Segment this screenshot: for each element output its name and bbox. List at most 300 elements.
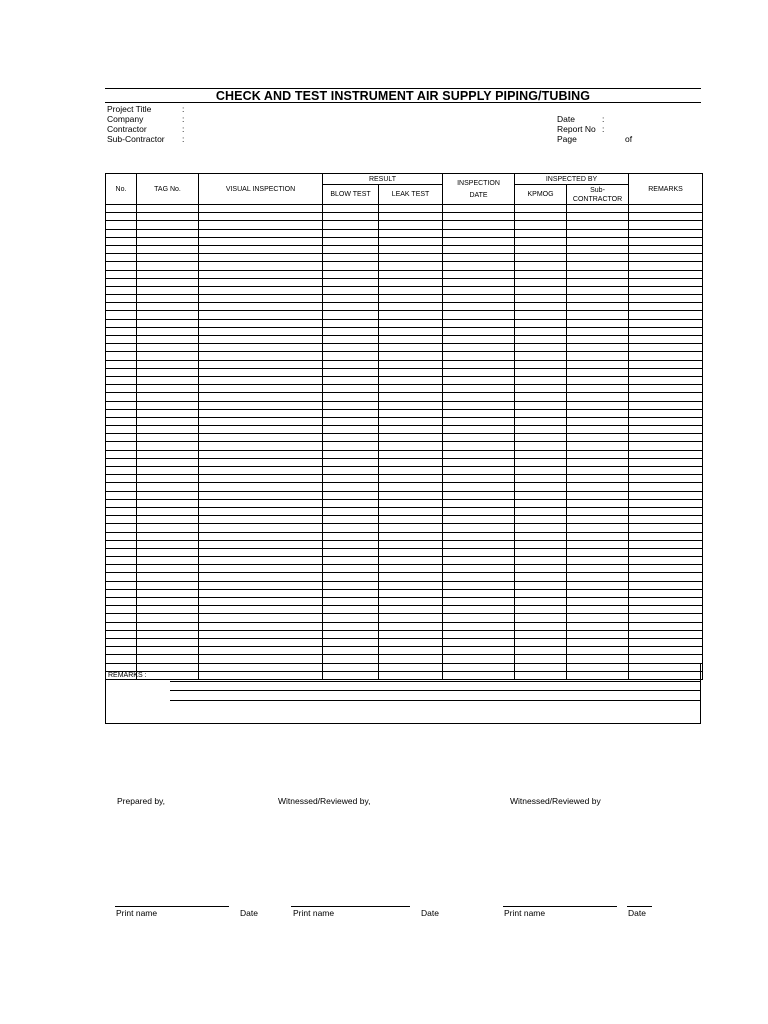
table-cell[interactable]	[443, 524, 515, 532]
table-cell[interactable]	[379, 245, 443, 253]
table-cell[interactable]	[567, 483, 629, 491]
table-cell[interactable]	[515, 336, 567, 344]
table-cell[interactable]	[443, 205, 515, 213]
table-cell[interactable]	[199, 458, 323, 466]
table-cell[interactable]	[443, 516, 515, 524]
table-cell[interactable]	[629, 540, 703, 548]
table-cell[interactable]	[106, 516, 137, 524]
table-cell[interactable]	[379, 213, 443, 221]
table-cell[interactable]	[323, 573, 379, 581]
table-cell[interactable]	[199, 557, 323, 565]
table-cell[interactable]	[515, 311, 567, 319]
table-cell[interactable]	[106, 450, 137, 458]
table-cell[interactable]	[443, 352, 515, 360]
table-cell[interactable]	[567, 548, 629, 556]
table-cell[interactable]	[323, 401, 379, 409]
table-cell[interactable]	[515, 589, 567, 597]
table-cell[interactable]	[199, 393, 323, 401]
table-cell[interactable]	[567, 303, 629, 311]
table-cell[interactable]	[567, 630, 629, 638]
table-cell[interactable]	[629, 417, 703, 425]
table-cell[interactable]	[629, 606, 703, 614]
table-cell[interactable]	[567, 491, 629, 499]
table-cell[interactable]	[629, 565, 703, 573]
table-cell[interactable]	[567, 532, 629, 540]
table-cell[interactable]	[515, 303, 567, 311]
table-cell[interactable]	[199, 516, 323, 524]
table-cell[interactable]	[567, 229, 629, 237]
table-cell[interactable]	[567, 245, 629, 253]
table-cell[interactable]	[443, 426, 515, 434]
table-cell[interactable]	[323, 393, 379, 401]
table-cell[interactable]	[106, 213, 137, 221]
table-cell[interactable]	[567, 647, 629, 655]
table-cell[interactable]	[199, 368, 323, 376]
table-cell[interactable]	[567, 426, 629, 434]
table-cell[interactable]	[629, 393, 703, 401]
table-cell[interactable]	[137, 516, 199, 524]
table-cell[interactable]	[199, 401, 323, 409]
table-cell[interactable]	[379, 360, 443, 368]
table-cell[interactable]	[137, 491, 199, 499]
table-cell[interactable]	[199, 655, 323, 663]
table-cell[interactable]	[137, 647, 199, 655]
table-cell[interactable]	[137, 442, 199, 450]
table-cell[interactable]	[629, 245, 703, 253]
table-cell[interactable]	[443, 213, 515, 221]
table-cell[interactable]	[379, 606, 443, 614]
table-cell[interactable]	[137, 319, 199, 327]
table-cell[interactable]	[629, 360, 703, 368]
table-cell[interactable]	[199, 589, 323, 597]
table-cell[interactable]	[379, 434, 443, 442]
table-cell[interactable]	[629, 278, 703, 286]
table-cell[interactable]	[515, 647, 567, 655]
table-cell[interactable]	[379, 311, 443, 319]
table-cell[interactable]	[323, 467, 379, 475]
table-cell[interactable]	[323, 491, 379, 499]
table-cell[interactable]	[106, 278, 137, 286]
table-cell[interactable]	[106, 499, 137, 507]
table-cell[interactable]	[443, 221, 515, 229]
table-cell[interactable]	[443, 647, 515, 655]
table-cell[interactable]	[106, 532, 137, 540]
table-cell[interactable]	[106, 483, 137, 491]
table-cell[interactable]	[106, 344, 137, 352]
table-cell[interactable]	[443, 417, 515, 425]
table-cell[interactable]	[629, 262, 703, 270]
table-cell[interactable]	[323, 344, 379, 352]
table-cell[interactable]	[443, 450, 515, 458]
table-cell[interactable]	[379, 368, 443, 376]
table-cell[interactable]	[443, 655, 515, 663]
table-cell[interactable]	[137, 630, 199, 638]
table-cell[interactable]	[515, 606, 567, 614]
table-cell[interactable]	[379, 426, 443, 434]
table-cell[interactable]	[379, 385, 443, 393]
table-cell[interactable]	[567, 524, 629, 532]
table-cell[interactable]	[515, 548, 567, 556]
table-cell[interactable]	[515, 573, 567, 581]
table-cell[interactable]	[443, 614, 515, 622]
table-cell[interactable]	[379, 614, 443, 622]
table-cell[interactable]	[137, 426, 199, 434]
table-cell[interactable]	[137, 303, 199, 311]
table-cell[interactable]	[515, 278, 567, 286]
table-cell[interactable]	[199, 573, 323, 581]
table-cell[interactable]	[199, 426, 323, 434]
table-cell[interactable]	[443, 573, 515, 581]
table-cell[interactable]	[515, 319, 567, 327]
table-cell[interactable]	[629, 319, 703, 327]
table-cell[interactable]	[515, 426, 567, 434]
table-cell[interactable]	[567, 368, 629, 376]
table-cell[interactable]	[199, 540, 323, 548]
table-cell[interactable]	[379, 532, 443, 540]
table-cell[interactable]	[106, 581, 137, 589]
table-cell[interactable]	[379, 278, 443, 286]
table-cell[interactable]	[515, 630, 567, 638]
table-cell[interactable]	[137, 221, 199, 229]
table-cell[interactable]	[106, 286, 137, 294]
table-cell[interactable]	[199, 245, 323, 253]
table-cell[interactable]	[567, 655, 629, 663]
table-cell[interactable]	[379, 303, 443, 311]
table-cell[interactable]	[567, 540, 629, 548]
table-cell[interactable]	[106, 589, 137, 597]
table-cell[interactable]	[323, 254, 379, 262]
table-cell[interactable]	[137, 229, 199, 237]
table-cell[interactable]	[629, 368, 703, 376]
table-cell[interactable]	[379, 229, 443, 237]
table-cell[interactable]	[106, 442, 137, 450]
table-cell[interactable]	[567, 262, 629, 270]
table-cell[interactable]	[629, 638, 703, 646]
table-cell[interactable]	[567, 450, 629, 458]
table-cell[interactable]	[515, 245, 567, 253]
table-cell[interactable]	[515, 262, 567, 270]
table-cell[interactable]	[443, 548, 515, 556]
table-cell[interactable]	[137, 262, 199, 270]
table-cell[interactable]	[443, 393, 515, 401]
table-cell[interactable]	[379, 581, 443, 589]
table-cell[interactable]	[199, 229, 323, 237]
table-cell[interactable]	[199, 360, 323, 368]
table-cell[interactable]	[137, 450, 199, 458]
table-cell[interactable]	[379, 565, 443, 573]
table-cell[interactable]	[199, 524, 323, 532]
table-cell[interactable]	[443, 491, 515, 499]
table-cell[interactable]	[323, 360, 379, 368]
table-cell[interactable]	[323, 245, 379, 253]
table-cell[interactable]	[443, 565, 515, 573]
table-cell[interactable]	[379, 557, 443, 565]
table-cell[interactable]	[379, 573, 443, 581]
table-cell[interactable]	[443, 557, 515, 565]
table-cell[interactable]	[323, 540, 379, 548]
table-cell[interactable]	[379, 221, 443, 229]
table-cell[interactable]	[629, 475, 703, 483]
table-cell[interactable]	[106, 295, 137, 303]
table-cell[interactable]	[137, 286, 199, 294]
table-cell[interactable]	[379, 598, 443, 606]
table-cell[interactable]	[199, 491, 323, 499]
table-cell[interactable]	[515, 638, 567, 646]
table-cell[interactable]	[323, 319, 379, 327]
table-cell[interactable]	[199, 254, 323, 262]
table-cell[interactable]	[629, 327, 703, 335]
table-cell[interactable]	[567, 344, 629, 352]
table-cell[interactable]	[515, 655, 567, 663]
table-cell[interactable]	[515, 614, 567, 622]
table-cell[interactable]	[323, 655, 379, 663]
table-cell[interactable]	[443, 606, 515, 614]
table-cell[interactable]	[515, 401, 567, 409]
table-cell[interactable]	[106, 540, 137, 548]
table-cell[interactable]	[106, 606, 137, 614]
table-cell[interactable]	[443, 581, 515, 589]
table-cell[interactable]	[629, 532, 703, 540]
table-cell[interactable]	[106, 630, 137, 638]
table-cell[interactable]	[199, 434, 323, 442]
table-cell[interactable]	[379, 647, 443, 655]
table-cell[interactable]	[629, 385, 703, 393]
table-cell[interactable]	[106, 622, 137, 630]
table-cell[interactable]	[567, 409, 629, 417]
table-cell[interactable]	[379, 417, 443, 425]
table-cell[interactable]	[323, 614, 379, 622]
table-cell[interactable]	[323, 606, 379, 614]
table-cell[interactable]	[137, 606, 199, 614]
table-cell[interactable]	[137, 499, 199, 507]
table-cell[interactable]	[137, 655, 199, 663]
table-cell[interactable]	[443, 360, 515, 368]
table-cell[interactable]	[567, 434, 629, 442]
table-cell[interactable]	[567, 573, 629, 581]
table-cell[interactable]	[515, 483, 567, 491]
table-cell[interactable]	[379, 352, 443, 360]
table-cell[interactable]	[443, 385, 515, 393]
table-cell[interactable]	[629, 303, 703, 311]
table-cell[interactable]	[106, 573, 137, 581]
table-cell[interactable]	[629, 376, 703, 384]
table-cell[interactable]	[443, 278, 515, 286]
table-cell[interactable]	[106, 638, 137, 646]
table-cell[interactable]	[137, 532, 199, 540]
table-cell[interactable]	[515, 368, 567, 376]
table-cell[interactable]	[323, 581, 379, 589]
table-cell[interactable]	[379, 393, 443, 401]
table-cell[interactable]	[515, 434, 567, 442]
table-cell[interactable]	[137, 557, 199, 565]
table-cell[interactable]	[443, 319, 515, 327]
table-cell[interactable]	[137, 327, 199, 335]
table-cell[interactable]	[379, 589, 443, 597]
table-cell[interactable]	[515, 499, 567, 507]
table-cell[interactable]	[106, 229, 137, 237]
table-cell[interactable]	[199, 278, 323, 286]
table-cell[interactable]	[629, 589, 703, 597]
table-cell[interactable]	[106, 475, 137, 483]
table-cell[interactable]	[443, 598, 515, 606]
table-cell[interactable]	[323, 278, 379, 286]
table-cell[interactable]	[629, 221, 703, 229]
table-cell[interactable]	[515, 532, 567, 540]
table-cell[interactable]	[323, 352, 379, 360]
table-cell[interactable]	[379, 327, 443, 335]
table-cell[interactable]	[629, 205, 703, 213]
table-cell[interactable]	[567, 311, 629, 319]
table-cell[interactable]	[106, 336, 137, 344]
table-cell[interactable]	[106, 565, 137, 573]
table-cell[interactable]	[629, 467, 703, 475]
table-cell[interactable]	[199, 442, 323, 450]
table-cell[interactable]	[106, 409, 137, 417]
table-cell[interactable]	[567, 638, 629, 646]
table-cell[interactable]	[137, 401, 199, 409]
table-cell[interactable]	[567, 254, 629, 262]
table-cell[interactable]	[515, 565, 567, 573]
table-cell[interactable]	[199, 614, 323, 622]
table-cell[interactable]	[199, 205, 323, 213]
table-cell[interactable]	[199, 483, 323, 491]
table-cell[interactable]	[567, 360, 629, 368]
table-cell[interactable]	[443, 442, 515, 450]
table-cell[interactable]	[137, 237, 199, 245]
table-cell[interactable]	[629, 426, 703, 434]
table-cell[interactable]	[515, 458, 567, 466]
table-cell[interactable]	[323, 548, 379, 556]
table-cell[interactable]	[106, 303, 137, 311]
table-cell[interactable]	[379, 237, 443, 245]
table-cell[interactable]	[443, 475, 515, 483]
table-cell[interactable]	[137, 417, 199, 425]
table-cell[interactable]	[443, 630, 515, 638]
table-cell[interactable]	[567, 401, 629, 409]
table-cell[interactable]	[323, 417, 379, 425]
table-cell[interactable]	[106, 319, 137, 327]
table-cell[interactable]	[379, 442, 443, 450]
table-cell[interactable]	[106, 548, 137, 556]
table-cell[interactable]	[106, 376, 137, 384]
table-cell[interactable]	[515, 327, 567, 335]
table-cell[interactable]	[199, 319, 323, 327]
table-cell[interactable]	[323, 524, 379, 532]
table-cell[interactable]	[379, 376, 443, 384]
table-cell[interactable]	[137, 352, 199, 360]
table-cell[interactable]	[106, 262, 137, 270]
table-cell[interactable]	[629, 573, 703, 581]
signature-line-3[interactable]	[503, 906, 617, 907]
table-cell[interactable]	[629, 516, 703, 524]
table-cell[interactable]	[137, 213, 199, 221]
table-cell[interactable]	[515, 254, 567, 262]
table-cell[interactable]	[629, 352, 703, 360]
table-cell[interactable]	[515, 442, 567, 450]
remarks-line-1[interactable]	[170, 681, 700, 682]
table-cell[interactable]	[379, 467, 443, 475]
table-cell[interactable]	[199, 327, 323, 335]
table-cell[interactable]	[379, 450, 443, 458]
table-cell[interactable]	[567, 417, 629, 425]
table-cell[interactable]	[137, 205, 199, 213]
table-cell[interactable]	[199, 532, 323, 540]
table-cell[interactable]	[443, 409, 515, 417]
table-cell[interactable]	[106, 417, 137, 425]
table-cell[interactable]	[323, 475, 379, 483]
table-cell[interactable]	[515, 540, 567, 548]
table-cell[interactable]	[629, 409, 703, 417]
table-cell[interactable]	[629, 336, 703, 344]
table-cell[interactable]	[443, 376, 515, 384]
table-cell[interactable]	[629, 655, 703, 663]
table-cell[interactable]	[567, 221, 629, 229]
table-cell[interactable]	[515, 450, 567, 458]
table-cell[interactable]	[199, 385, 323, 393]
table-cell[interactable]	[106, 311, 137, 319]
table-cell[interactable]	[137, 598, 199, 606]
table-cell[interactable]	[323, 499, 379, 507]
table-cell[interactable]	[199, 475, 323, 483]
table-cell[interactable]	[323, 237, 379, 245]
table-cell[interactable]	[137, 614, 199, 622]
table-cell[interactable]	[567, 286, 629, 294]
table-cell[interactable]	[567, 278, 629, 286]
table-cell[interactable]	[323, 327, 379, 335]
table-cell[interactable]	[629, 237, 703, 245]
table-cell[interactable]	[629, 458, 703, 466]
table-cell[interactable]	[199, 499, 323, 507]
table-cell[interactable]	[137, 524, 199, 532]
table-cell[interactable]	[199, 237, 323, 245]
table-cell[interactable]	[443, 589, 515, 597]
table-cell[interactable]	[199, 630, 323, 638]
table-cell[interactable]	[443, 270, 515, 278]
table-cell[interactable]	[567, 295, 629, 303]
table-cell[interactable]	[199, 303, 323, 311]
table-cell[interactable]	[567, 499, 629, 507]
table-cell[interactable]	[629, 434, 703, 442]
table-cell[interactable]	[106, 401, 137, 409]
table-cell[interactable]	[629, 213, 703, 221]
table-cell[interactable]	[379, 344, 443, 352]
table-cell[interactable]	[323, 336, 379, 344]
table-cell[interactable]	[443, 622, 515, 630]
table-cell[interactable]	[323, 426, 379, 434]
table-cell[interactable]	[567, 205, 629, 213]
table-cell[interactable]	[567, 393, 629, 401]
table-cell[interactable]	[515, 516, 567, 524]
table-cell[interactable]	[323, 213, 379, 221]
table-cell[interactable]	[323, 385, 379, 393]
table-cell[interactable]	[106, 524, 137, 532]
table-cell[interactable]	[106, 458, 137, 466]
table-cell[interactable]	[199, 507, 323, 515]
table-cell[interactable]	[629, 548, 703, 556]
table-cell[interactable]	[137, 548, 199, 556]
table-cell[interactable]	[567, 327, 629, 335]
table-cell[interactable]	[515, 213, 567, 221]
table-cell[interactable]	[629, 311, 703, 319]
table-cell[interactable]	[106, 393, 137, 401]
table-cell[interactable]	[443, 303, 515, 311]
table-cell[interactable]	[137, 393, 199, 401]
table-cell[interactable]	[137, 638, 199, 646]
table-cell[interactable]	[137, 409, 199, 417]
table-cell[interactable]	[323, 205, 379, 213]
table-cell[interactable]	[629, 557, 703, 565]
table-cell[interactable]	[137, 360, 199, 368]
